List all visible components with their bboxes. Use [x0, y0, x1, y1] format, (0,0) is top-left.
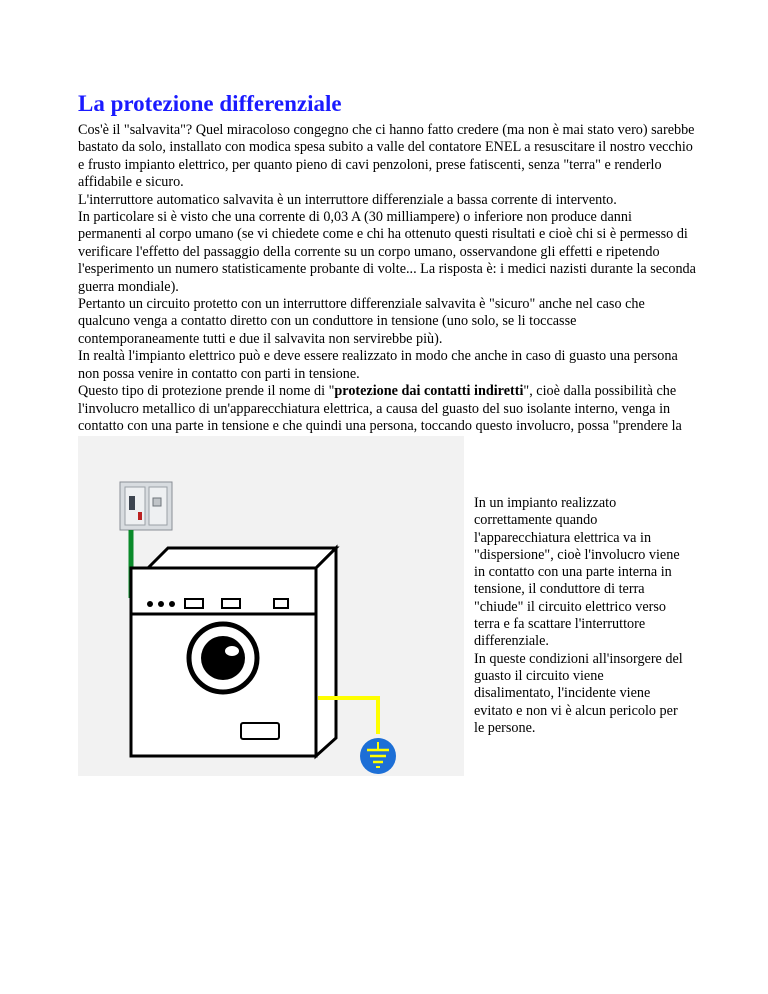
text-segment: ", cioè dalla possibilità che l'involucro metallico di un'apparecchiatura elettrica, a causa del guasto del suo isolante interno, venga in contatto con una parte in tensione e che quindi una persona, toccando questo involucro, possa "prendere la [78, 383, 682, 434]
caption-paragraph: In queste condizioni all'insorgere del guasto il circuito viene disalimentato, l'incidente viene evitato e non vi è alcun pericolo per le persone. [474, 650, 683, 736]
paragraph: In particolare si è visto che una corrente di 0,03 A (30 milliampere) o inferiore non produce danni permanenti al corpo umano (se vi chiedete come e chi ha ottenuto questi risultati e cioè chi si è permesso di verificare l'effetto del passaggio della corrente su un corpo umano, osservandone gli effetti e ripetendo l'esperimento un numero statisticamente probante di volte... La risposta è: i medici nazisti durante la seconda guerra mondiale). [78, 209, 696, 295]
washing-machine-illustration [78, 436, 464, 776]
caption-paragraph: In un impianto realizzato correttamente quando l'apparecchiatura elettrica va in "dispersione", cioè l'involucro viene in contatto con una parte interna in tensione, il conduttore di terra "chiude" il circuito elettrico verso terra e fa scattare l'interruttore differenziale. [474, 495, 680, 650]
paragraph: Cos'è il "salvavita"? Quel miracoloso congegno che ci hanno fatto credere (ma non è mai stato vero) sarebbe bastato da solo, installato con modica spesa subito a valle del contatore ENEL a resuscitare il nostro vecchio e frusto impianto elettrico, per quanto pieno di cavi penzoloni, prese fatiscenti, senza "terra" e renderlo affidabile e sicuro. [78, 122, 695, 191]
differential-breaker-icon [120, 482, 172, 530]
earth-ground-icon [360, 738, 396, 774]
paragraph: L'interruttore automatico salvavita è un interruttore differenziale a bassa corrente di intervento. [78, 191, 617, 208]
text-segment: Questo tipo di protezione prende il nome di " [78, 383, 335, 400]
article-body [78, 122, 698, 453]
washing-machine-icon [131, 548, 336, 756]
figure-caption [474, 495, 686, 737]
illustration-svg [78, 436, 464, 776]
bold-term: protezione dai contatti indiretti [334, 383, 524, 400]
paragraph: In realtà l'impianto elettrico può e deve essere realizzato in modo che anche in caso di guasto una persona non possa venire in contatto con parti in tensione. [78, 348, 678, 382]
paragraph: Pertanto un circuito protetto con un interruttore differenziale salvavita è "sicuro" anche nel caso che qualcuno venga a contatto diretto con un conduttore in tensione (uno solo, se li toccasse contemporaneamente tutti e due il salvavita non servirebbe più). [78, 296, 645, 347]
page-title: La protezione differenziale [78, 91, 342, 116]
